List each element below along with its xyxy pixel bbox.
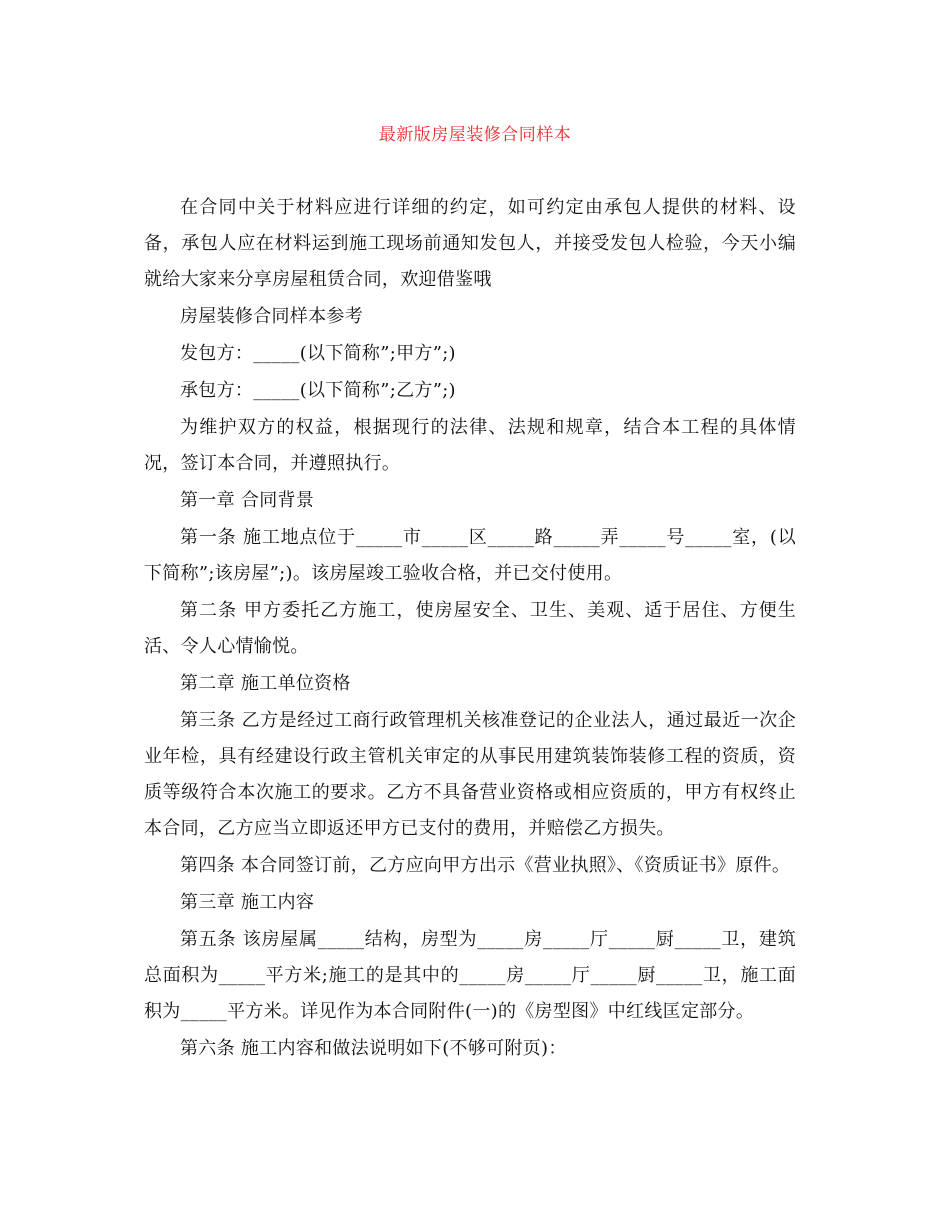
chapter-heading-1: 第一章 合同背景	[180, 490, 315, 511]
paragraph-employer: 发包方：_____(以下简称”;甲方”;)	[180, 343, 456, 364]
article-3: 第三条 乙方是经过工商行政管理机关核准登记的企业法人，通过最近一次企业年检，具有经建设行政主管机关审定的从事民用建筑装饰装修工程的资质，资质等级符合本次施工的要求。乙方不具备营业资格或相应资质的，甲方有权终止本合同，乙方应当立即返还甲方已支付的费用，并赔偿乙方损失。	[144, 710, 796, 839]
paragraph-intro: 在合同中关于材料应进行详细的约定，如可约定由承包人提供的材料、设备，承包人应在材料运到施工现场前通知发包人，并接受发包人检验，今天小编就给大家来分享房屋租赁合同，欢迎借鉴哦	[144, 197, 796, 290]
paragraph-sample-reference: 房屋装修合同样本参考	[180, 306, 363, 327]
document-body	[144, 190, 796, 1068]
document-title: 最新版房屋装修合同样本	[378, 125, 572, 145]
article-1: 第一条 施工地点位于_____市_____区_____路_____弄_____号_____室，(以下简称”;该房屋”;)。该房屋竣工验收合格，并已交付使用。	[144, 527, 796, 584]
article-5: 第五条 该房屋属_____结构，房型为_____房_____厅_____厨_____卫，建筑总面积为_____平方米;施工的是其中的_____房_____厅_____厨_____卫，施工面积为_____平方米。详见作为本合同附件(一)的《房型图》中红线匡定部分。	[144, 929, 796, 1022]
chapter-heading-3: 第三章 施工内容	[180, 892, 315, 913]
paragraph-contractor: 承包方：_____(以下简称”;乙方”;)	[180, 380, 456, 401]
article-6: 第六条 施工内容和做法说明如下(不够可附页)：	[180, 1038, 567, 1059]
article-2: 第二条 甲方委托乙方施工，使房屋安全、卫生、美观、适于居住、方便生活、令人心情愉悦。	[144, 600, 796, 657]
paragraph-purpose: 为维护双方的权益，根据现行的法律、法规和规章，结合本工程的具体情况，签订本合同，并遵照执行。	[144, 417, 796, 474]
chapter-heading-2: 第二章 施工单位资格	[180, 673, 351, 694]
article-4: 第四条 本合同签订前，乙方应向甲方出示《营业执照》、《资质证书》原件。	[180, 855, 791, 876]
